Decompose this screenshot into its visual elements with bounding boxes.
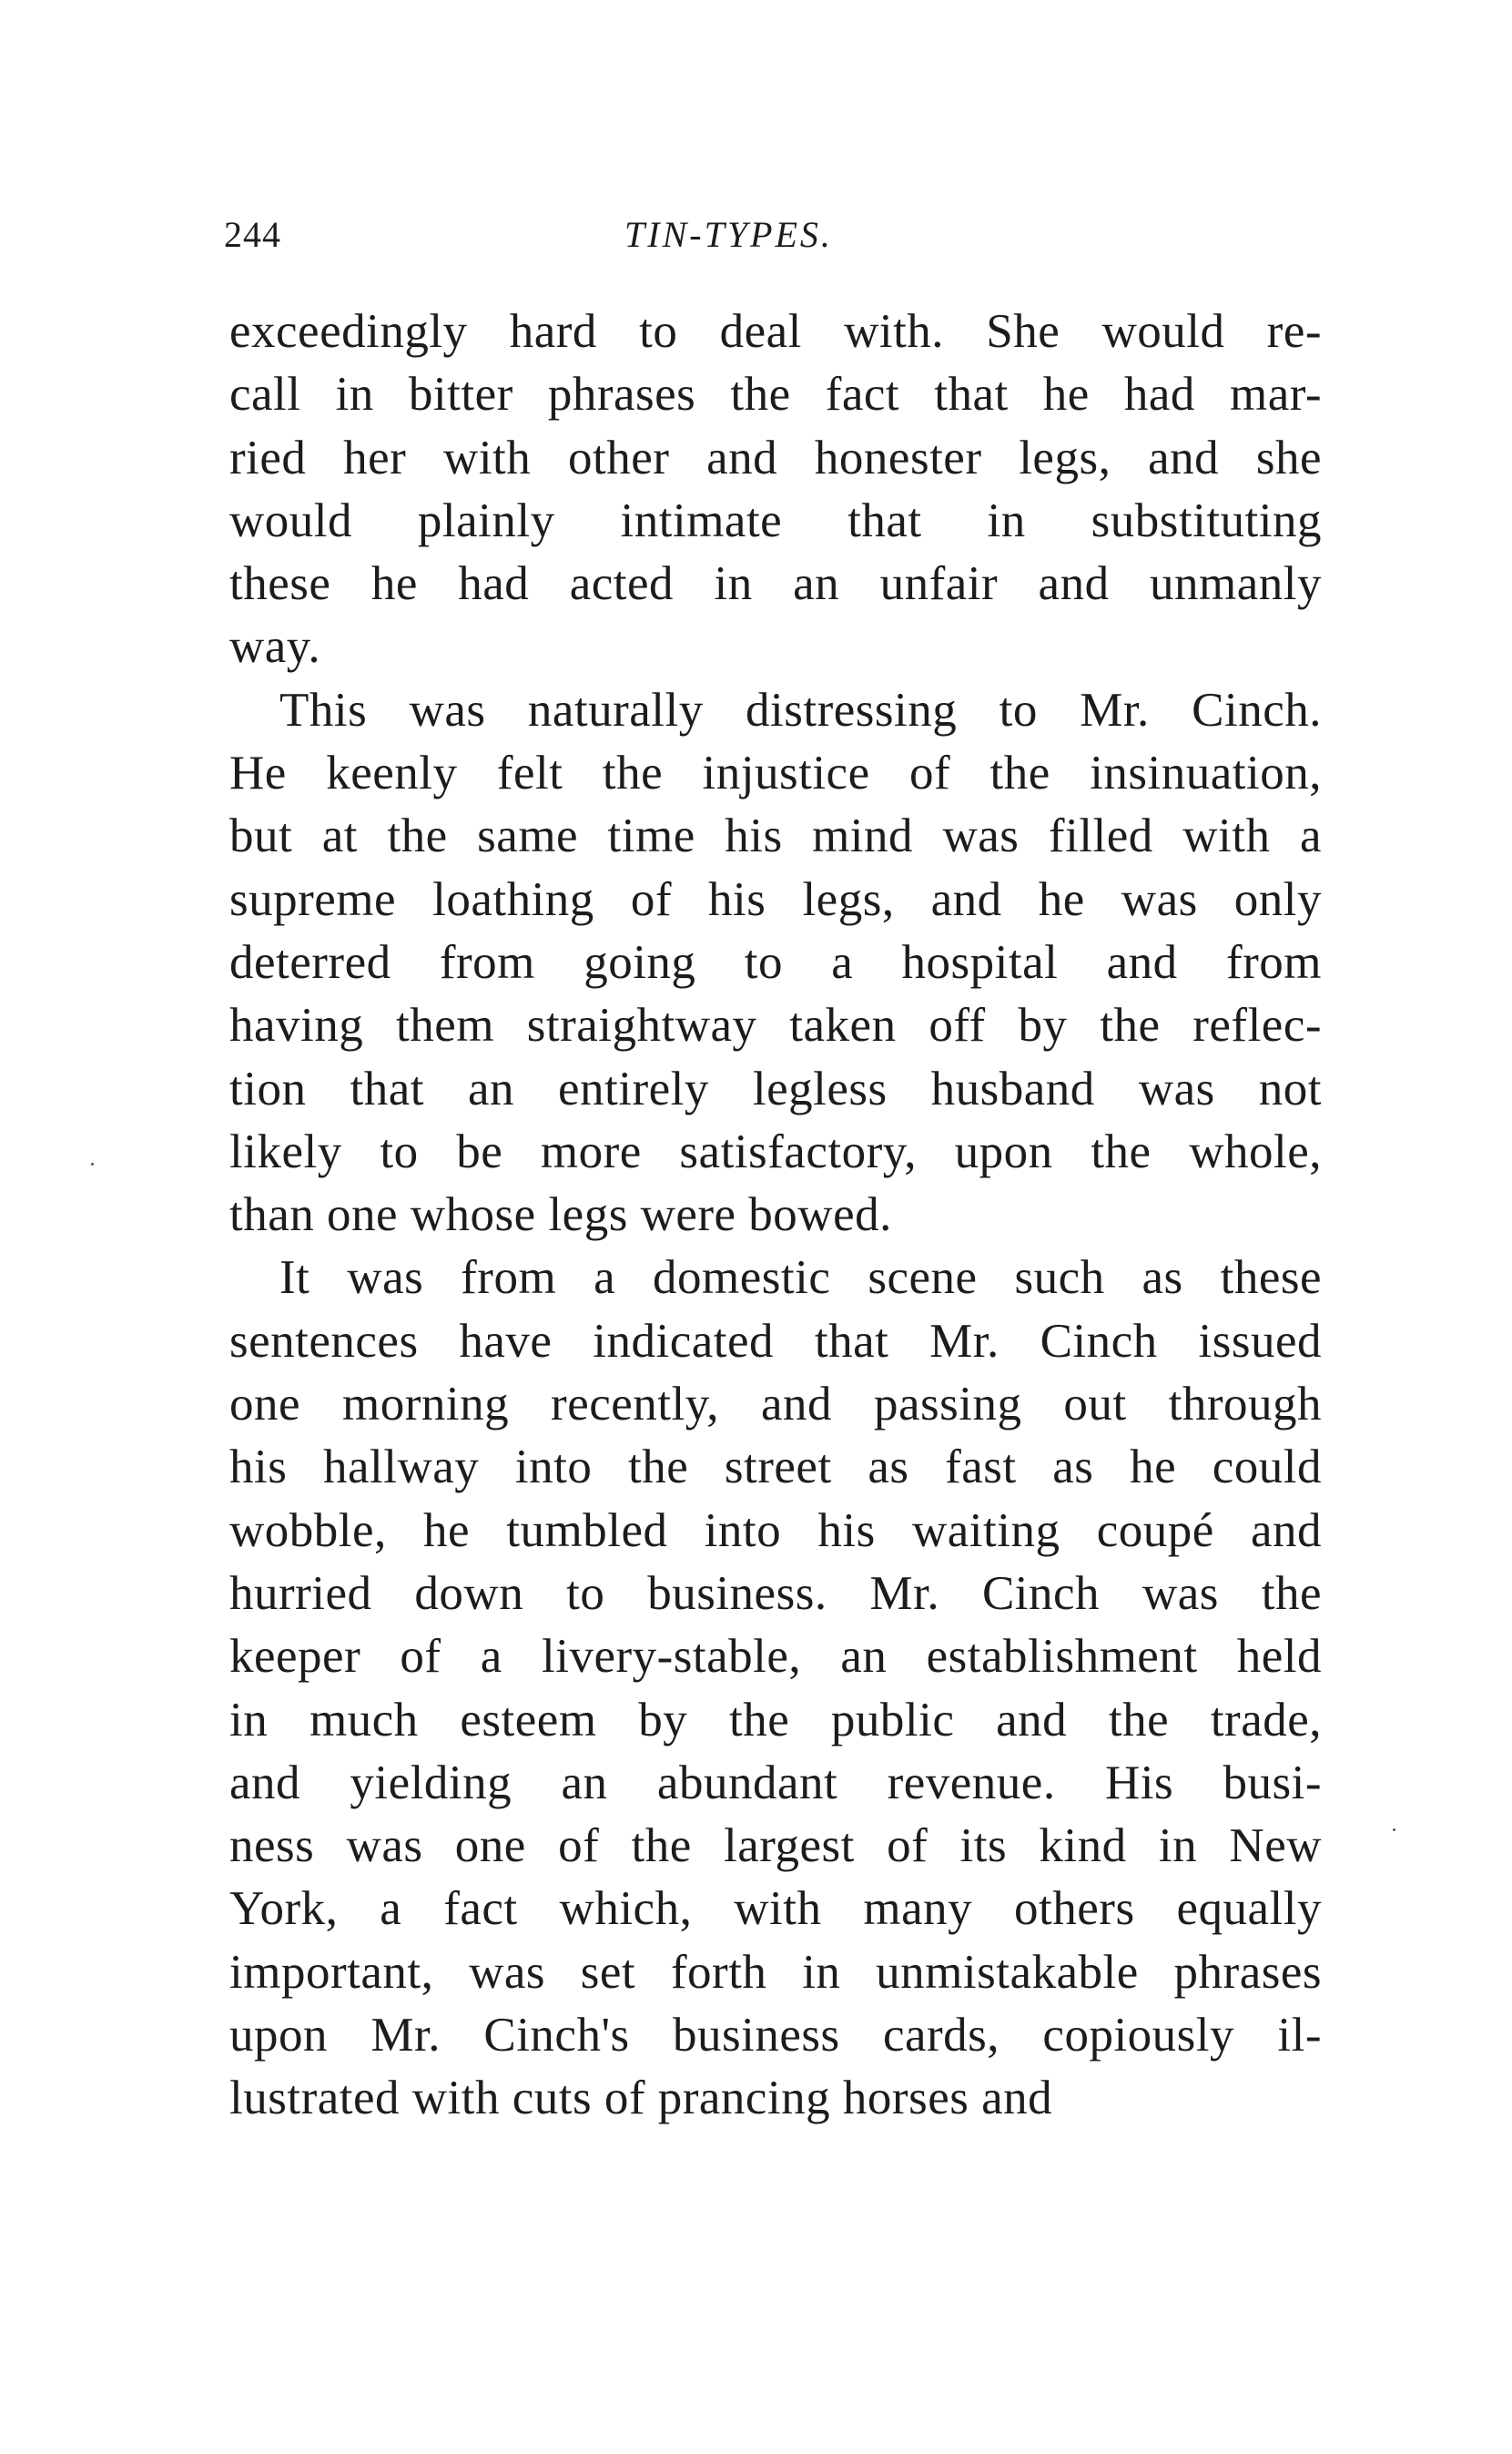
text-line: hurried down to business. Mr. Cinch was the (229, 1566, 1322, 1620)
text-line: wobble, he tumbled into his waiting coupé and (229, 1503, 1322, 1557)
text-line: deterred from going to a hospital and from (229, 935, 1322, 989)
paragraph (229, 679, 1322, 1247)
text-line: would plainly intimate that in substituting (229, 494, 1322, 547)
text-line: one morning recently, and passing out through (229, 1378, 1322, 1431)
paragraph (229, 1247, 1322, 2130)
text-line: but at the same time his mind was filled with a (229, 810, 1322, 863)
text-line: tion that an entirely legless husband was not (229, 1062, 1322, 1115)
text-line: This was naturally distressing to Mr. Cinch. (279, 683, 1322, 737)
text-line: his hallway into the street as fast as he could (229, 1441, 1322, 1494)
page-number: 244 (224, 214, 281, 255)
body-text (229, 300, 1322, 2131)
text-line: exceedingly hard to deal with. She would re- (229, 305, 1322, 358)
text-line: in much esteem by the public and the trade, (229, 1693, 1322, 1746)
text-line: It was from a domestic scene such as these (279, 1251, 1322, 1305)
text-line: having them straightway taken off by the reflec- (229, 999, 1322, 1053)
text-line: than one whose legs were bowed. (229, 1188, 892, 1242)
text-line: and yielding an abundant revenue. His busi- (229, 1756, 1322, 1809)
text-line: He keenly felt the injustice of the insinuation, (229, 747, 1322, 800)
paragraph (229, 300, 1322, 679)
text-line: York, a fact which, with many others equally (229, 1882, 1322, 1936)
text-line: keeper of a livery-stable, an establishment held (229, 1630, 1322, 1684)
text-line: important, was set forth in unmistakable phrases (229, 1945, 1322, 1999)
text-line: lustrated with cuts of prancing horses and (229, 2072, 1053, 2125)
margin-speck (91, 1163, 94, 1166)
text-line: ried her with other and honester legs, and she (229, 431, 1322, 484)
running-title: TIN-TYPES. (624, 214, 833, 255)
text-line: upon Mr. Cinch's business cards, copiously il- (229, 2009, 1322, 2062)
text-line: way. (229, 620, 321, 674)
text-line: these he had acted in an unfair and unmanly (229, 557, 1322, 611)
text-line: likely to be more satisfactory, upon the whole, (229, 1125, 1322, 1178)
margin-speck (1393, 1828, 1395, 1831)
text-line: call in bitter phrases the fact that he had mar- (229, 368, 1322, 422)
running-head (224, 208, 1316, 262)
text-line: ness was one of the largest of its kind in New (229, 1819, 1322, 1873)
text-line: supreme loathing of his legs, and he was only (229, 872, 1322, 926)
text-line: sentences have indicated that Mr. Cinch issued (229, 1314, 1322, 1368)
